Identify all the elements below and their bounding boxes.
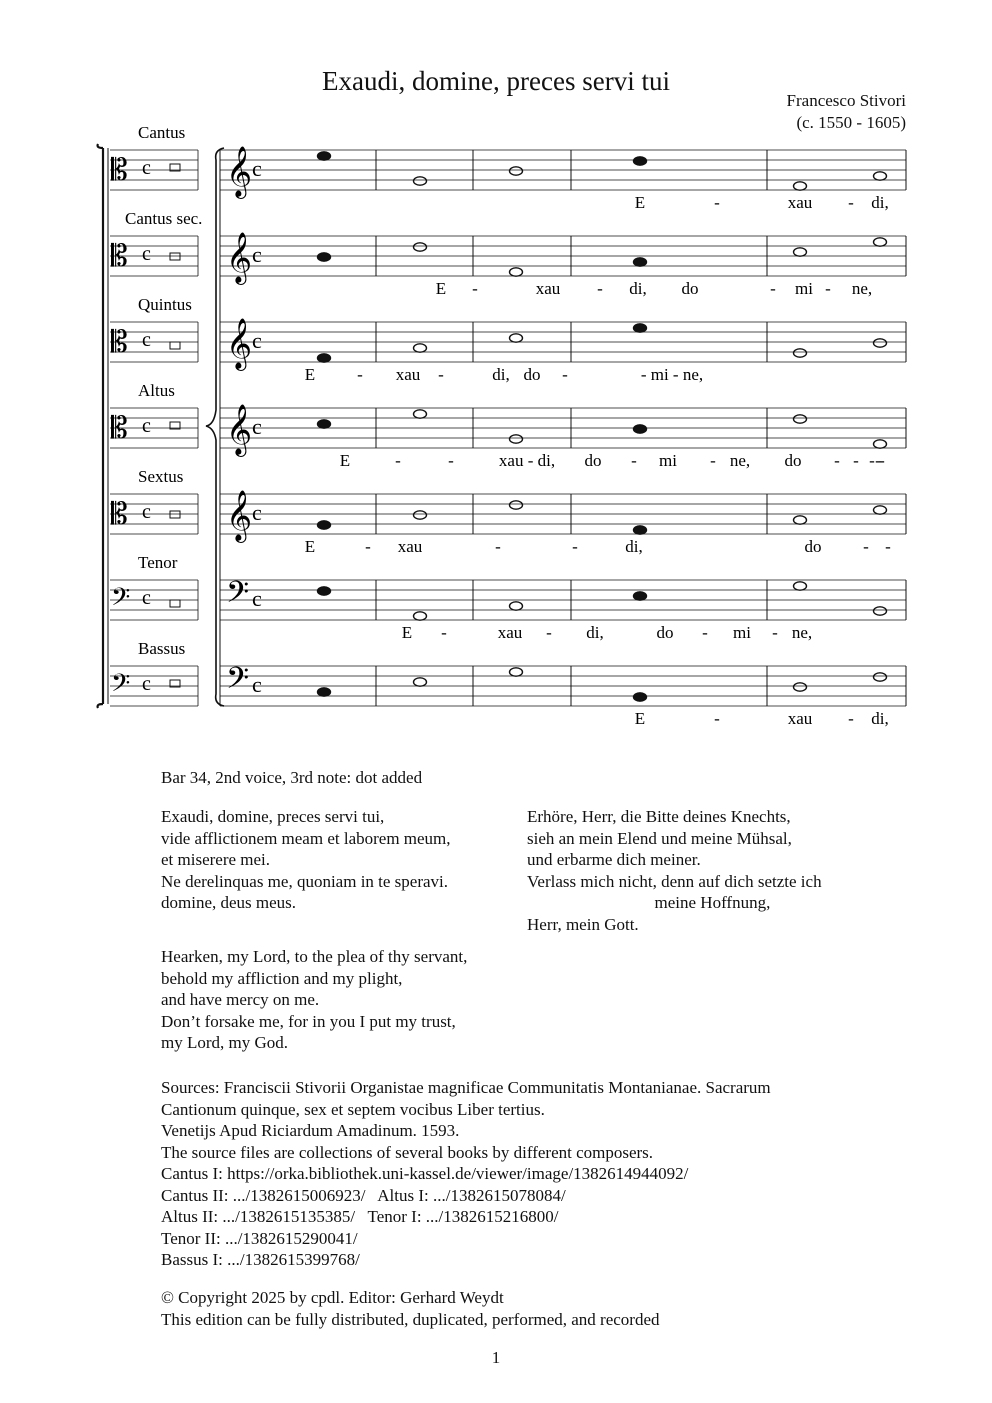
lyric-syllable: do [584,451,602,470]
note-icon [510,268,523,276]
incipit-clef-icon: 𝄡 [111,153,128,188]
note-icon [874,440,887,448]
breve-note-icon [170,600,180,607]
voice-4 [110,467,906,556]
note-icon [510,167,523,175]
treble-clef-icon: 𝄞 [226,490,253,541]
lyric-syllable: - [441,623,447,642]
lyric-syllable: do [656,623,674,642]
incipit-clef-icon: 𝄢 [111,669,131,704]
voice-name: Quintus [138,295,192,314]
lyric-syllable: ne, [851,279,873,298]
text-line: Verlass mich nicht, denn auf dich setzte ich [527,871,822,891]
incipit-clef-icon: 𝄡 [111,325,128,360]
lyric-syllable: - [357,365,363,384]
text-line: et miserere mei. [161,850,271,869]
latin-text [161,806,451,914]
treble-clef-icon: 𝄞 [226,404,253,455]
note-icon [634,157,647,165]
note-icon [794,683,807,691]
treble-clef-icon: 𝄞 [226,232,253,283]
lyric-syllable: do [523,365,541,384]
incipit-clef-icon: 𝄡 [111,497,128,532]
text-line: Erhöre, Herr, die Bitte deines Knechts, [527,807,791,826]
note-icon [414,612,427,620]
german-text [527,806,822,935]
note-icon [874,506,887,514]
lyric-syllable: - [597,279,603,298]
note-icon [318,688,331,696]
voice-1 [110,209,906,298]
voice-0 [110,123,906,212]
voice-name: Bassus [138,639,186,658]
lyric-syllable: E [435,279,447,298]
lyric-syllable: mi [659,451,677,470]
lyric-syllable: - [438,365,444,384]
source-line: Cantionum quinque, sex et septem vocibus Liber tertius. [161,1099,545,1119]
editorial-footnote: Bar 34, 2nd voice, 3rd note: dot added [161,768,423,787]
lyric-syllable: xau [395,365,421,384]
lyric-syllable: E [634,193,646,212]
note-icon [874,238,887,246]
lyric-syllable: mi [795,279,813,298]
staff-brace [206,148,224,706]
source-line: Tenor II: .../1382615290041/ [161,1228,358,1248]
note-icon [794,248,807,256]
lyric-syllable: - [495,537,501,556]
note-icon [510,602,523,610]
note-icon [794,349,807,357]
system-bracket [98,144,103,708]
lyric-syllable: - [885,537,891,556]
source-line: Altus II: .../1382615135385/ Tenor I: .../1382615216800/ [161,1207,559,1226]
lyric-syllable: xau [787,193,813,212]
lyric-syllable: - [834,451,840,470]
note-icon [874,607,887,615]
text-line: domine, deus meus. [161,893,297,912]
bass-clef-icon: 𝄢 [226,576,250,617]
text-line: Hearken, my Lord, to the plea of thy servant, [161,947,468,966]
voice-name: Sextus [138,467,184,486]
lyric-syllable: E [304,537,316,556]
time-signature-icon: c [252,156,262,181]
lyric-syllable: - [714,193,720,212]
text-line: Exaudi, domine, preces servi tui, [161,807,385,826]
lyric-syllable: do [804,537,822,556]
lyric-syllable: - [710,451,716,470]
note-icon [510,435,523,443]
note-icon [634,425,647,433]
lyric-syllable: - [572,537,578,556]
time-signature-icon: c [252,242,262,267]
text-line: Herr, mein Gott. [527,914,639,934]
note-icon [318,354,331,362]
note-icon [794,582,807,590]
treble-clef-icon: 𝄞 [226,146,253,197]
lyric-syllable: ne, [791,623,813,642]
copyright-block [161,1287,660,1330]
time-signature-icon: c [142,501,151,523]
text-line: my Lord, my God. [161,1033,289,1052]
voice-6 [110,639,906,728]
note-icon [874,673,887,681]
note-icon [414,177,427,185]
note-icon [510,334,523,342]
note-icon [414,410,427,418]
lyric-syllable: xau [497,623,523,642]
page-number: 1 [491,1348,501,1367]
text-line: Ne derelinquas me, quoniam in te speravi. [161,871,449,891]
note-icon [318,587,331,595]
source-line: Cantus II: .../1382615006923/ Altus I: .../1382615078084/ [161,1185,566,1205]
text-line: vide afflictionem meam et laborem meum, [161,828,451,848]
lyric-syllable: - mi - ne, [640,365,704,384]
note-icon [318,521,331,529]
time-signature-icon: c [252,328,262,353]
voice-name: Altus [138,381,175,400]
note-icon [414,678,427,686]
note-icon [414,511,427,519]
source-line: Cantus I: https://orka.bibliothek.uni-kassel.de/viewer/image/1382614944092/ [161,1164,689,1183]
time-signature-icon: c [142,157,151,179]
time-signature-icon: c [252,500,262,525]
sources-block [161,1077,771,1271]
score-title: Exaudi, domine, preces servi tui [322,66,670,96]
incipit-clef-icon: 𝄢 [111,583,131,618]
note-icon [634,693,647,701]
voice-name: Tenor [138,553,178,572]
lyric-syllable: E [634,709,646,728]
source-line: Sources: Franciscii Stivorii Organistae magnificae Communitatis Montanianae. Sacrarum [161,1078,771,1097]
voice-2 [110,295,906,384]
lyric-syllable: di, [629,279,647,298]
lyric-syllable: - [714,709,720,728]
lyric-syllable: mi [733,623,751,642]
text-line: meine Hoffnung, [527,893,771,912]
note-icon [318,152,331,160]
lyric-syllable: xau - di, [498,451,556,470]
bass-clef-icon: 𝄢 [226,662,250,703]
lyric-syllable: - [848,193,854,212]
note-icon [510,501,523,509]
voice-name: Cantus sec. [125,209,203,228]
text-line: behold my affliction and my plight, [161,968,403,988]
lyric-syllable: - [772,623,778,642]
time-signature-icon: c [252,586,262,611]
lyric-syllable: di, [871,193,889,212]
note-icon [794,415,807,423]
license-line: This edition can be fully distributed, duplicated, performed, and recorded [161,1309,660,1329]
note-icon [414,344,427,352]
note-icon [414,243,427,251]
note-icon [634,258,647,266]
incipit-clef-icon: 𝄡 [111,239,128,274]
note-icon [318,253,331,261]
time-signature-icon: c [142,415,151,437]
lyric-syllable: - [853,451,859,470]
copyright-line: © Copyright 2025 by cpdl. Editor: Gerhard Weydt [161,1288,504,1307]
time-signature-icon: c [252,414,262,439]
lyric-syllable: - [448,451,454,470]
voice-3 [110,381,906,470]
lyric-syllable: - [631,451,637,470]
lyric-syllable: E [304,365,316,384]
time-signature-icon: c [142,329,151,351]
lyric-syllable: xau [397,537,423,556]
breve-note-icon [170,253,180,260]
lyric-syllable: - [702,623,708,642]
lyric-syllable: E [339,451,351,470]
lyric-syllable: di, [586,623,604,642]
english-text [161,946,467,1054]
time-signature-icon: c [142,587,151,609]
lyric-syllable: - [879,451,885,470]
lyric-syllable: E [401,623,413,642]
note-icon [634,592,647,600]
voice-5 [110,553,906,642]
lyric-syllable: - [863,537,869,556]
note-icon [510,668,523,676]
text-line: sieh an mein Elend und meine Mühsal, [527,828,792,848]
lyric-syllable: - [395,451,401,470]
note-icon [874,339,887,347]
breve-note-icon [170,342,180,349]
incipit-clef-icon: 𝄡 [111,411,128,446]
lyric-syllable: xau [535,279,561,298]
time-signature-icon: c [252,672,262,697]
source-line: Venetijs Apud Riciardum Amadinum. 1593. [161,1121,460,1140]
lyric-syllable: - [825,279,831,298]
time-signature-icon: c [142,243,151,265]
lyric-syllable: - [848,709,854,728]
treble-clef-icon: 𝄞 [226,318,253,369]
lyric-syllable: - [365,537,371,556]
text-line: Don’t forsake me, for in you I put my trust, [161,1011,456,1031]
lyric-syllable: - [562,365,568,384]
note-icon [794,516,807,524]
lyric-syllable: xau [787,709,813,728]
breve-note-icon [170,511,180,518]
lyric-syllable: - [875,451,881,470]
lyric-syllable: - [869,451,875,470]
lyric-syllable: - [472,279,478,298]
lyric-syllable: - [546,623,552,642]
note-icon [634,324,647,332]
note-icon [794,182,807,190]
text-line: und erbarme dich meiner. [527,850,701,869]
source-line: The source files are collections of several books by different composers. [161,1142,654,1162]
composer-name: Francesco Stivori [786,91,906,110]
note-icon [874,172,887,180]
time-signature-icon: c [142,673,151,695]
composer-dates: (c. 1550 - 1605) [796,113,906,132]
lyric-syllable: - [770,279,776,298]
lyric-syllable: di, [871,709,889,728]
lyric-syllable: di, [625,537,643,556]
source-line: Bassus I: .../1382615399768/ [161,1250,360,1269]
note-icon [318,420,331,428]
lyric-syllable: di, [492,365,510,384]
text-line: and have mercy on me. [161,990,320,1009]
lyric-syllable: do [784,451,802,470]
note-icon [634,526,647,534]
lyric-syllable: ne, [729,451,751,470]
lyric-syllable: do [681,279,699,298]
voice-name: Cantus [138,123,186,142]
